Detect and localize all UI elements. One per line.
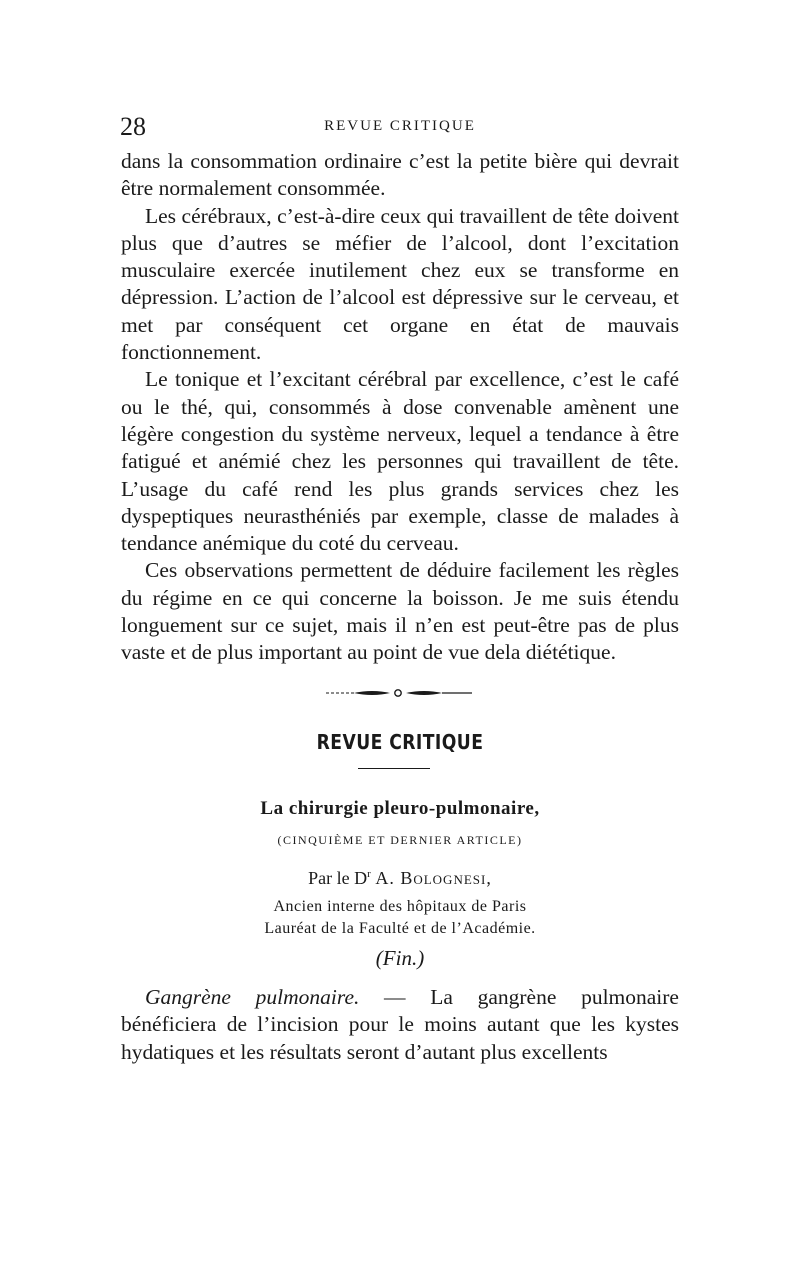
running-head	[120, 112, 680, 142]
byline-sup: r	[367, 868, 371, 880]
byline-prefix: Par le D	[308, 868, 368, 888]
author-credential-1: Ancien interne des hôpitaux de Paris	[273, 898, 527, 915]
article-note: (CINQUIÈME ET DERNIER ARTICLE)	[277, 833, 523, 847]
byline	[0, 868, 800, 889]
article-title: La chirurgie pleuro-pulmonaire,	[260, 798, 540, 819]
author-name: A. Bolognesi,	[375, 868, 492, 888]
paragraph-4: Ces observations permettent de déduire facilement les règles du régime en ce qui concerne la boisson. Je me suis étendu longuement sur ce sujet, mais il n’en est peut-être pas de plus vaste et de plus important au point de vue dela diététique.	[121, 558, 679, 665]
closing-lead: Gangrène pulmonaire.	[145, 985, 360, 1009]
running-head-title: REVUE CRITIQUE	[324, 118, 476, 134]
ornament-divider	[324, 686, 474, 700]
paragraph-1: dans la consommation ordinaire c’est la petite bière qui devrait être normalement consommée.	[121, 149, 679, 201]
fin-marker: (Fin.)	[375, 946, 425, 970]
title-rule	[358, 768, 430, 769]
paragraph-2: Les cérébraux, c’est-à-dire ceux qui travaillent de tête doivent plus que d’autres se méfier de l’alcool, dont l’excitation musculaire exercée inutilement chez eux se transforme en dépression. L’action de l’alcool est dépressive sur le cerveau, et met par conséquent cet organe en état de mauvais fonctionnement.	[121, 203, 679, 365]
author-credential-2: Lauréat de la Faculté et de l’Académie.	[264, 920, 536, 937]
closing-paragraph	[121, 984, 679, 1066]
paragraph-3: Le tonique et l’excitant cérébral par excellence, c’est le café ou le thé, qui, consommés à dose convenable amènent une légère congestion du système nerveux, lequel a tendance à être fatigué et anémié chez les personnes qui travaillent de tête. L’usage du café rend les plus grands services chez les dyspeptiques neurasthéniés par exemple, classe de malades à tendance anémique du coté du cerveau.	[121, 367, 679, 556]
closing-body: — La gangrène pulmonaire bénéficiera de l’incision pour le moins autant que les kystes hydatiques et les résultats seront d’autant plus excellents	[121, 985, 679, 1064]
page-number: 28	[120, 112, 146, 141]
closing-text	[121, 984, 679, 1066]
body-text	[121, 148, 679, 667]
section-title: REVUE CRITIQUE	[316, 730, 484, 754]
